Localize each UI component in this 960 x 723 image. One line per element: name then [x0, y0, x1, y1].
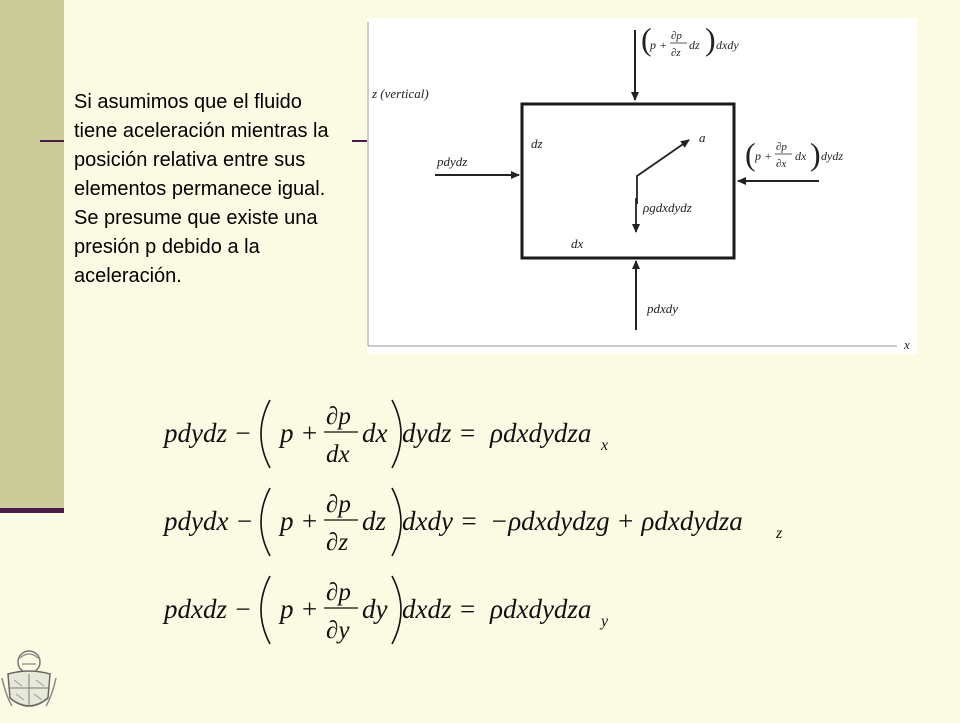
svg-text:): )	[810, 136, 821, 172]
x-axis-label: x	[904, 337, 910, 352]
fluid-element-box	[522, 104, 734, 258]
acceleration-label: a	[699, 130, 706, 145]
svg-text:y: y	[601, 613, 609, 630]
dx-label: dx	[571, 236, 584, 251]
svg-text:∂p: ∂p	[671, 30, 682, 42]
top-force-label	[641, 21, 739, 59]
sidebar-band	[0, 0, 64, 512]
svg-text:ρdxdydza: ρdxdydza	[490, 418, 592, 448]
weight-label: ρgdxdydz	[643, 200, 692, 215]
svg-text:∂y: ∂y	[326, 617, 350, 644]
title-rule-left	[40, 140, 64, 142]
svg-text:∂p: ∂p	[326, 579, 351, 606]
sidebar-divider	[0, 508, 64, 513]
svg-text:p +: p +	[280, 506, 319, 536]
svg-text:∂z: ∂z	[671, 47, 681, 59]
svg-text:−ρdxdydzg + ρdxdydza: −ρdxdydzg + ρdxdydza	[490, 506, 743, 536]
svg-text:∂p: ∂p	[326, 403, 351, 430]
body-text: Si asumimos que el fluido tiene aceleración mientras la posición relativa entre sus elementos permanece igual. Se presume que existe una presión p debido a la aceleración.	[74, 91, 329, 287]
svg-text:pdydx −: pdydx −	[164, 506, 254, 536]
svg-text:dx: dx	[326, 441, 350, 468]
svg-text:dy: dy	[362, 594, 388, 624]
title-rule-right	[352, 140, 368, 142]
equation-y	[162, 576, 609, 644]
svg-text:dx: dx	[795, 149, 807, 163]
left-force-label: pdydz	[437, 154, 468, 169]
dz-label: dz	[531, 136, 543, 151]
svg-text:dydz =: dydz =	[402, 418, 477, 448]
equations-block	[160, 392, 800, 662]
svg-text:dz: dz	[362, 506, 387, 536]
svg-text:x: x	[601, 437, 609, 454]
svg-text:ρdxdydza: ρdxdydza	[490, 594, 592, 624]
z-axis-label: z (vertical)	[372, 86, 429, 101]
svg-text:dx: dx	[362, 418, 388, 448]
svg-text:dxdy: dxdy	[716, 38, 739, 52]
svg-text:dxdy =: dxdy =	[402, 506, 478, 536]
svg-text:dz: dz	[689, 38, 700, 52]
svg-text:p +: p +	[755, 149, 773, 163]
svg-text:p +: p +	[650, 38, 668, 52]
equation-z	[162, 488, 783, 556]
svg-text:∂z: ∂z	[326, 529, 349, 556]
svg-text:dxdz =: dxdz =	[402, 594, 477, 624]
right-force-label	[745, 136, 843, 172]
svg-text:(: (	[641, 21, 652, 57]
svg-text:∂p: ∂p	[776, 141, 787, 153]
svg-text:∂x: ∂x	[776, 158, 787, 170]
svg-text:(: (	[745, 136, 756, 172]
svg-text:pdydz −: pdydz −	[164, 418, 252, 448]
acceleration-arrow	[637, 140, 689, 204]
svg-text:p +: p +	[280, 594, 319, 624]
svg-text:dydz: dydz	[821, 149, 843, 163]
fluid-element-diagram	[367, 18, 917, 354]
svg-text:∂p: ∂p	[326, 491, 351, 518]
svg-text:z: z	[776, 525, 783, 542]
university-seal-icon	[0, 648, 58, 718]
equation-x	[162, 400, 608, 468]
svg-text:pdxdz −: pdxdz −	[164, 594, 252, 624]
svg-text:p +: p +	[280, 418, 319, 448]
bottom-force-label: pdxdy	[647, 301, 679, 316]
svg-text:): )	[705, 21, 716, 57]
